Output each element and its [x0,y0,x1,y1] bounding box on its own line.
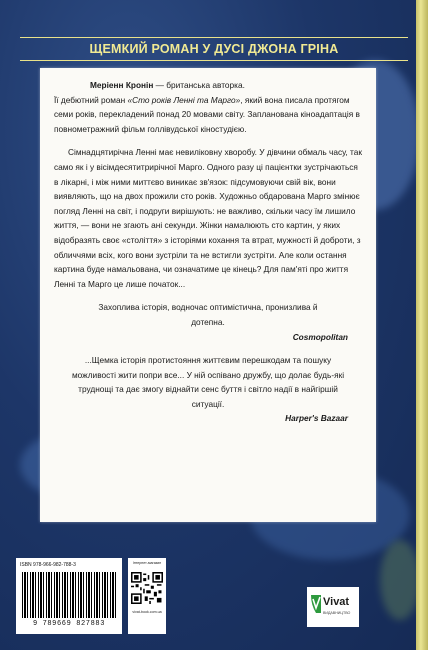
vivat-leaf-icon [310,593,322,615]
publisher-name: Vivat [323,596,350,608]
isbn-barcode-block [16,558,122,634]
spacer [54,136,362,145]
synopsis-paragraph: Сімнадцятирічна Ленні має невиліковну хворобу. У дівчини обмаль часу, так само як і у вісімдесятитрирічної Марго. Одного разу ці пацієнтки зустрічаються в лікарні, і між ними миттєво виникає зв'язок: підсумовуючи свій вік, вони виявляють, що на двох прожили сто років. Художньо обдарована Марго змінює погляд Ленні на світ, і подруги вирішують: не важливо, скільки часу їм лишило життя, — вони не згають ані секунди. Жінки намалюють сто картин, у яких відобразять своє «століття» з історіями кохання та втрат, мужності й доброти, з обличчями всіх, кого вони зустріли та не встигли зустріти. Але коли остання картина буде намальована, чи означатиме це кінець? Для пам'яті про життя Ленні та Марго це лише початок... [54,147,362,289]
debut-details: , який вона писала протягом семи років, перекладений понад 20 мовами світу. Запланована кіноадаптація в повнометражний фільм голлівудської кіностудією. [54,94,360,134]
qr-block [128,558,166,634]
spacer [54,291,362,300]
watercolor-splash [380,540,420,620]
review-source: Harper's Bazaar [285,413,348,424]
author-paragraph [54,78,362,93]
publisher-subtitle: ВИДАВНИЦТВО [323,611,351,615]
spacer [54,344,362,353]
author-name: Меріенн Кронін [90,80,154,90]
cover-tagline: ЩЕМКИЙ РОМАН У ДУСІ ДЖОНА ГРІНА [89,42,339,56]
author-description: — британська авторка. [153,80,245,90]
debut-intro: Її дебютний роман [54,94,128,105]
publisher-logo [307,587,359,627]
review-quote: ...Щемка історія протистояння життєвим перешкодам та пошуку можливості жити попри все... У ній оспівано дружбу, що долає будь-які труднощі та дає змогу віднайти сенс буття і світло надії в найгіршій ситуації. [71,355,345,409]
qr-label: Інтернет-магазин [132,561,162,565]
tagline-rule-bottom [20,60,408,61]
blurb-card [40,68,376,522]
spine-edge [416,0,428,650]
qr-url: vivat-book.com.ua [132,610,162,614]
review-source: Cosmopolitan [292,331,348,342]
qr-code-icon[interactable] [131,572,163,604]
debut-title: «Сто років Ленні та Марго» [127,94,241,105]
isbn-label: ISBN 978-966-982-788-3 [20,562,76,568]
barcode-icon [22,572,116,618]
barcode-digits: 9 789669 827883 [32,620,105,628]
debut-paragraph [54,93,362,137]
review-quote: Захоплива історія, водночас оптимістична, пронизлива й дотепна. [98,302,318,327]
